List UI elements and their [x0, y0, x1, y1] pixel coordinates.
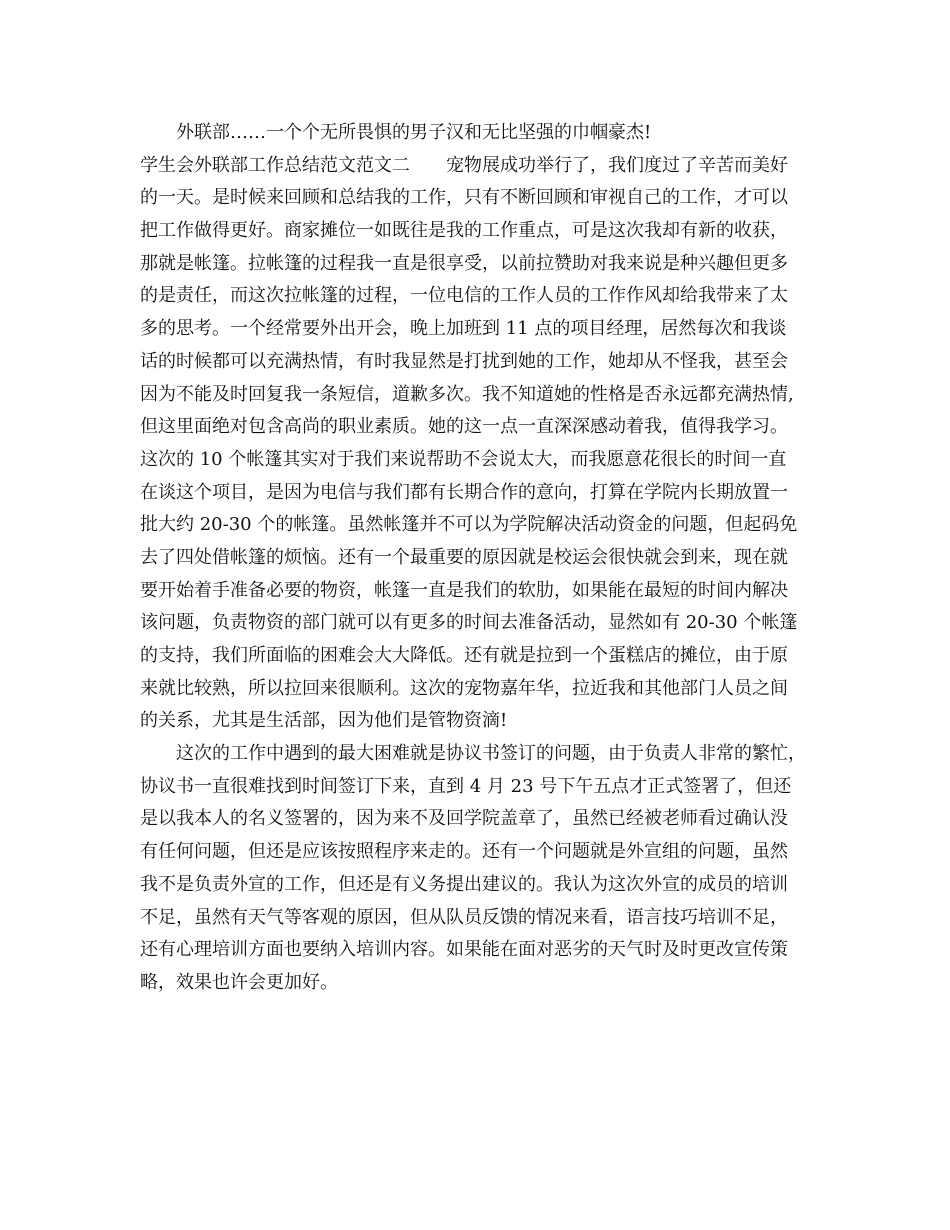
paragraph-2-line: 我不是负责外宣的工作，但还是有义务提出建议的。我认为这次外宣的成员的培训	[140, 873, 788, 895]
paragraph-1-line: 但这里面绝对包含高尚的职业素质。她的这一点一直深深感动着我，值得我学习。	[140, 416, 788, 438]
heading-line	[140, 150, 820, 183]
paragraph-1-first-line: 宠物展成功举行了，我们度过了辛苦而美好	[446, 154, 788, 176]
paragraph-1-line: 该问题，负责物资的部门就可以有更多的时间去准备活动，显然如有 20-30 个帐篷	[140, 612, 798, 634]
paragraph-1-line: 的是责任，而这次拉帐篷的过程，一位电信的工作人员的工作作风却给我带来了太	[140, 285, 788, 307]
paragraph-1-line: 批大约 20-30 个的帐篷。虽然帐篷并不可以为学院解决活动资金的问题，但起码免	[140, 514, 798, 536]
paragraph-1-line: 来就比较熟，所以拉回来很顺利。这次的宠物嘉年华，拉近我和其他部门人员之间	[140, 677, 788, 699]
paragraph-1-line: 多的思考。一个经常要外出开会，晚上加班到 11 点的项目经理，居然每次和我谈	[140, 318, 787, 340]
paragraph-1-line: 这次的 10 个帐篷其实对于我们来说帮助不会说太大，而我愿意花很长的时间一直	[140, 448, 787, 470]
paragraph-2-line: 不足，虽然有天气等客观的原因，但从队员反馈的情况来看，语言技巧培训不足，	[140, 906, 788, 928]
paragraph-1-line: 要开始着手准备必要的物资，帐篷一直是我们的软肋，如果能在最短的时间内解决	[140, 579, 788, 601]
paragraph-1-line: 在谈这个项目，是因为电信与我们都有长期合作的意向，打算在学院内长期放置一	[140, 481, 788, 503]
paragraph-2-line: 略，效果也许会更加好。	[140, 971, 338, 993]
paragraph-2-line: 还有心理培训方面也要纳入培训内容。如果能在面对恶劣的天气时及时更改宣传策	[140, 939, 788, 961]
paragraph-2-line: 这次的工作中遇到的最大困难就是协议书签订的问题，由于负责人非常的繁忙，	[176, 743, 806, 765]
paragraph-1-line: 去了四处借帐篷的烦恼。还有一个最重要的原因就是校运会很快就会到来，现在就	[140, 546, 788, 568]
section-heading: 学生会外联部工作总结范文范文二	[140, 154, 410, 176]
paragraph-2-line: 是以我本人的名义签署的，因为来不及回学院盖章了，虽然已经被老师看过确认没	[140, 808, 788, 830]
paragraph-2-line: 有任何问题，但还是应该按照程序来走的。还有一个问题就是外宣组的问题，虽然	[140, 841, 788, 863]
intro-line: 外联部……一个个无所畏惧的男子汉和无比坚强的巾帼豪杰!	[176, 122, 652, 143]
document-body	[140, 117, 820, 1000]
paragraph-1-line: 把工作做得更好。商家摊位一如既往是我的工作重点，可是这次我却有新的收获，	[140, 220, 788, 242]
paragraph-1-line: 的一天。是时候来回顾和总结我的工作，只有不断回顾和审视自己的工作，才可以	[140, 187, 788, 209]
paragraph-1-line: 话的时候都可以充满热情，有时我显然是打扰到她的工作，她却从不怪我，甚至会	[140, 350, 788, 372]
paragraph-1-line: 因为不能及时回复我一条短信，道歉多次。我不知道她的性格是否永远都充满热情,	[140, 383, 794, 405]
paragraph-2-line: 协议书一直很难找到时间签订下来，直到 4 月 23 号下午五点才正式签署了，但还	[140, 775, 792, 797]
paragraph-1-line: 的关系，尤其是生活部，因为他们是管物资滴!	[140, 710, 508, 732]
paragraph-1-line: 那就是帐篷。拉帐篷的过程我一直是很享受，以前拉赞助对我来说是种兴趣但更多	[140, 252, 788, 274]
paragraph-1-line: 的支持，我们所面临的困难会大大降低。还有就是拉到一个蛋糕店的摊位，由于原	[140, 645, 788, 666]
